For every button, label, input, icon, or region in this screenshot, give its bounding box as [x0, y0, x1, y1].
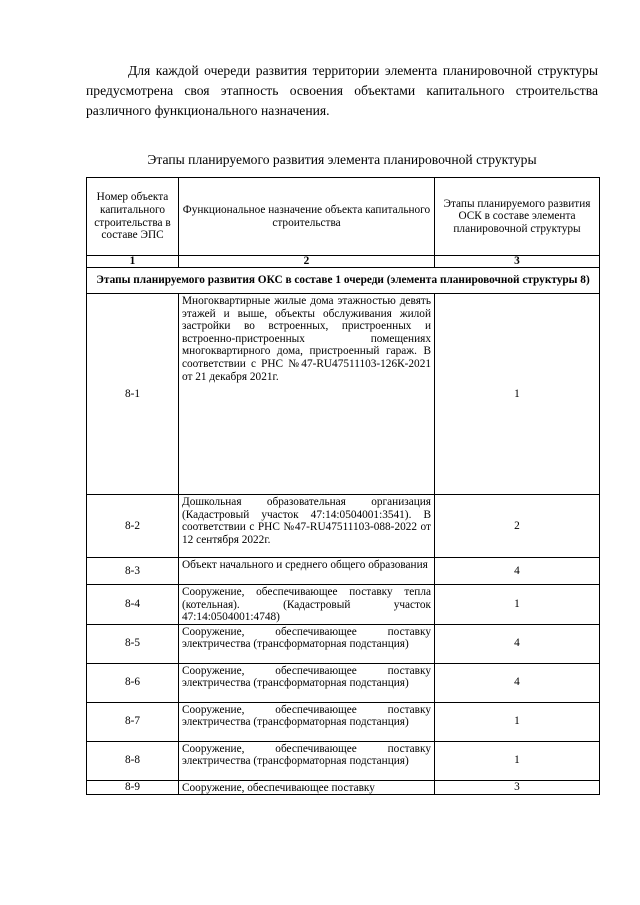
table-header-row: [87, 178, 600, 256]
stages-table: [86, 177, 600, 795]
object-description: Сооружение, обеспечивающее поставку электричества (трансформаторная подстанция): [179, 663, 435, 702]
table-row: [87, 702, 600, 741]
object-id: 8-3: [87, 558, 179, 585]
object-description: Объект начального и среднего общего образования: [179, 558, 435, 585]
header-object-number: Номер объекта капитального строительства в составе ЭПС: [87, 178, 179, 256]
object-id: 8-7: [87, 702, 179, 741]
table-row: [87, 780, 600, 795]
object-description: Сооружение, обеспечивающее поставку электричества (трансформаторная подстанция): [179, 741, 435, 780]
column-number: 2: [179, 256, 435, 268]
stage-heading: Этапы планируемого развития ОКС в составе 1 очереди (элемента планировочной структуры 8): [87, 268, 600, 294]
object-id: 8-6: [87, 663, 179, 702]
column-number: 3: [435, 256, 600, 268]
table-caption: Этапы планируемого развития элемента планировочной структуры: [147, 152, 537, 167]
object-description: Дошкольная образовательная организация (Кадастровый участок 47:14:0504001:3541). В соответствии с РНС №47-RU47511103-088-2022 от 12 сентября 2022г.: [179, 495, 435, 558]
object-id: 8-8: [87, 741, 179, 780]
object-stage: 1: [435, 741, 600, 780]
object-description: Сооружение, обеспечивающее поставку: [179, 780, 435, 795]
column-number-row: [87, 256, 600, 268]
table-row: [87, 741, 600, 780]
header-function: Функциональное назначение объекта капитального строительства: [179, 178, 435, 256]
object-id: 8-5: [87, 624, 179, 663]
object-id: 8-9: [87, 780, 179, 795]
object-stage: 4: [435, 663, 600, 702]
object-description: Сооружение, обеспечивающее поставку электричества (трансформаторная подстанция): [179, 624, 435, 663]
stage-heading-row: [87, 268, 600, 294]
object-stage: 1: [435, 702, 600, 741]
object-stage: 4: [435, 558, 600, 585]
table-row: [87, 585, 600, 625]
intro-paragraph: [86, 61, 598, 121]
object-stage: 1: [435, 585, 600, 625]
object-description: Многоквартирные жилые дома этажностью девять этажей и выше, объекты обслуживания жилой застройки во встроенных, пристроенных и встроенно-пристроенных помещениях многоквартирного дома, пристроенный гараж. В соответствии с РНС №47-RU47511103-126К-2021 от 21 декабря 2021г.: [179, 294, 435, 495]
object-id: 8-1: [87, 294, 179, 495]
table-row: [87, 294, 600, 495]
object-id: 8-4: [87, 585, 179, 625]
table-row: [87, 663, 600, 702]
table-row: [87, 558, 600, 585]
object-stage: 1: [435, 294, 600, 495]
object-stage: 3: [435, 780, 600, 795]
object-id: 8-2: [87, 495, 179, 558]
object-description: Сооружение, обеспечивающее поставку тепла (котельная). (Кадастровый участок 47:14:0504001:4748): [179, 585, 435, 625]
intro-text: Для каждой очереди развития территории элемента планировочной структуры предусмотрена своя этапность освоения объектами капитального строительства различного функционального назначения.: [86, 63, 598, 118]
object-description: Сооружение, обеспечивающее поставку электричества (трансформаторная подстанция): [179, 702, 435, 741]
column-number: 1: [87, 256, 179, 268]
table-row: [87, 624, 600, 663]
header-stages: Этапы планируемого развития ОСК в составе элемента планировочной структуры: [435, 178, 600, 256]
object-stage: 2: [435, 495, 600, 558]
object-stage: 4: [435, 624, 600, 663]
table-row: [87, 495, 600, 558]
